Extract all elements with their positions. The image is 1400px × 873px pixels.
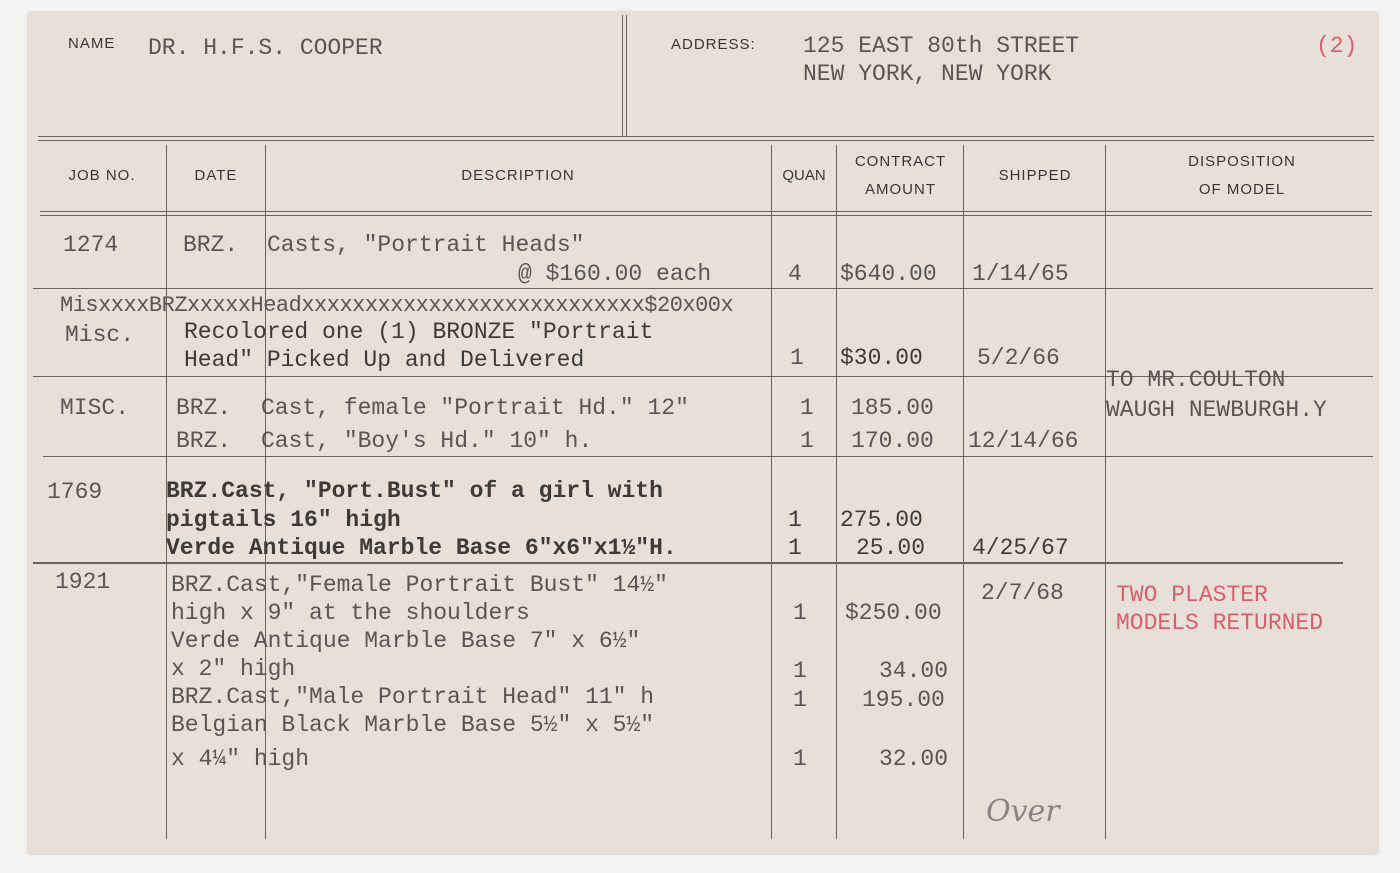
entry-amount: 32.00 bbox=[879, 746, 949, 772]
job-number: 1769 bbox=[47, 479, 103, 505]
entry-quantity: 1 bbox=[793, 746, 807, 772]
entry-amount: 25.00 bbox=[856, 535, 926, 561]
col-header-quan: QUAN bbox=[782, 167, 826, 184]
struck-entry: MisxxxxBRZxxxxxHeadxxxxxxxxxxxxxxxxxxxxxxxxxxx$20x00x bbox=[60, 293, 734, 318]
entry-shipped: 12/14/66 bbox=[968, 428, 1079, 454]
header-divider-2 bbox=[626, 15, 627, 137]
entry-quantity: 1 bbox=[793, 600, 807, 626]
entry-amount: $640.00 bbox=[840, 261, 937, 287]
entry-date: BRZ. bbox=[176, 428, 232, 454]
col-header-amount: AMOUNT bbox=[865, 181, 936, 198]
entry-amount: 275.00 bbox=[840, 507, 923, 533]
name-label: NAME bbox=[68, 35, 116, 52]
entry-shipped: 4/25/67 bbox=[972, 535, 1069, 561]
header-rule bbox=[38, 136, 1374, 141]
entry-amount: 195.00 bbox=[862, 687, 945, 713]
col-header-job-no: JOB NO. bbox=[68, 167, 136, 184]
handwritten-over-note: Over bbox=[986, 794, 1060, 829]
entry-amount: 34.00 bbox=[879, 658, 949, 684]
row-rule bbox=[33, 288, 1373, 289]
entry-description: @ $160.00 each bbox=[518, 261, 712, 287]
entry-description: Verde Antique Marble Base 7" x 6½" bbox=[171, 628, 641, 654]
entry-description: Cast, "Boy's Hd." 10" h. bbox=[261, 428, 593, 454]
card-number: (2) bbox=[1316, 33, 1358, 59]
col-header-disposition: DISPOSITION bbox=[1188, 153, 1296, 170]
col-line-shipped bbox=[963, 145, 964, 839]
entry-description: pigtails 16" high bbox=[166, 507, 401, 533]
entry-amount: $250.00 bbox=[845, 600, 942, 626]
col-header-of-model: OF MODEL bbox=[1198, 181, 1286, 198]
entry-date: BRZ. bbox=[183, 232, 239, 258]
header-divider bbox=[622, 15, 623, 137]
col-line-disposition bbox=[1105, 145, 1106, 839]
entry-description: x 4¼" high bbox=[171, 746, 310, 772]
address-line-2: NEW YORK, NEW YORK bbox=[803, 61, 1052, 87]
entry-quantity: 1 bbox=[800, 428, 814, 454]
job-number: Misc. bbox=[65, 322, 135, 348]
entry-amount: 170.00 bbox=[851, 428, 934, 454]
entry-quantity: 1 bbox=[800, 395, 814, 421]
entry-quantity: 1 bbox=[790, 345, 804, 371]
row-rule bbox=[43, 456, 1373, 457]
address-line-1: 125 EAST 80th STREET bbox=[803, 33, 1080, 59]
client-name: DR. H.F.S. COOPER bbox=[148, 35, 383, 61]
entry-quantity: 1 bbox=[788, 507, 802, 533]
disposition-note: TO MR.COULTON bbox=[1106, 367, 1286, 393]
row-rule bbox=[33, 562, 1343, 564]
entry-amount: 185.00 bbox=[851, 395, 934, 421]
entry-quantity: 1 bbox=[793, 687, 807, 713]
col-header-shipped: SHIPPED bbox=[998, 167, 1072, 184]
entry-description: Cast, female "Portrait Hd." 12" bbox=[261, 395, 689, 421]
entry-quantity: 4 bbox=[788, 261, 802, 287]
entry-quantity: 1 bbox=[793, 658, 807, 684]
disposition-note: MODELS RETURNED bbox=[1116, 610, 1324, 636]
entry-description: Recolored one (1) BRONZE "Portrait bbox=[184, 319, 654, 345]
job-number: 1274 bbox=[63, 232, 119, 258]
entry-description: high x 9" at the shoulders bbox=[171, 600, 530, 626]
disposition-note: TWO PLASTER bbox=[1116, 582, 1268, 608]
entry-description: BRZ.Cast,"Male Portrait Head" 11" h bbox=[171, 684, 655, 710]
entry-quantity: 1 bbox=[788, 535, 802, 561]
entry-shipped: 5/2/66 bbox=[977, 345, 1060, 371]
job-number: 1921 bbox=[55, 569, 111, 595]
entry-description: Head" Picked Up and Delivered bbox=[184, 347, 585, 373]
col-line-amount bbox=[836, 145, 837, 839]
entry-shipped: 2/7/68 bbox=[981, 580, 1064, 606]
col-header-contract: CONTRACT bbox=[854, 153, 947, 170]
entry-description: x 2" high bbox=[171, 656, 296, 682]
col-header-date: DATE bbox=[194, 167, 238, 184]
record-card bbox=[28, 12, 1378, 854]
entry-description: Verde Antique Marble Base 6"x6"x1½"H. bbox=[166, 535, 677, 561]
col-header-description: DESCRIPTION bbox=[461, 167, 575, 184]
entry-description: Casts, "Portrait Heads" bbox=[267, 232, 585, 258]
entry-amount: $30.00 bbox=[840, 345, 923, 371]
column-header-rule bbox=[40, 211, 1372, 216]
address-label: ADDRESS: bbox=[671, 36, 756, 53]
entry-description: BRZ.Cast,"Female Portrait Bust" 14½" bbox=[171, 572, 668, 598]
disposition-note: WAUGH NEWBURGH.Y bbox=[1106, 397, 1327, 423]
entry-date: BRZ. bbox=[176, 395, 232, 421]
job-number: MISC. bbox=[60, 395, 130, 421]
col-line-quan bbox=[771, 145, 772, 839]
entry-description: Belgian Black Marble Base 5½" x 5½" bbox=[171, 712, 655, 738]
entry-shipped: 1/14/65 bbox=[972, 261, 1069, 287]
entry-description: BRZ.Cast, "Port.Bust" of a girl with bbox=[166, 478, 663, 504]
